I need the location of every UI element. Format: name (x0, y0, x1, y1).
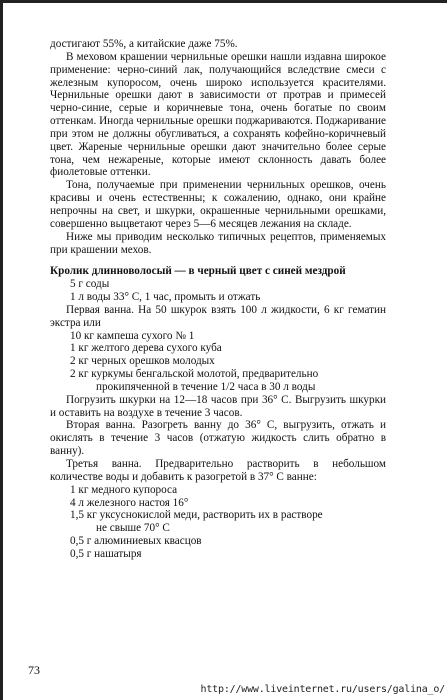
bath3-item: 4 л железного настоя 16° (70, 496, 189, 509)
source-url-watermark: http://www.liveinternet.ru/users/galina_o/ (200, 684, 445, 695)
bath3-item-copper-acetate-b: не свыше 70° С (96, 522, 170, 535)
bath3-item-copper-acetate-a: 1,5 кг уксуснокислой меди, растворить их в растворе (70, 509, 323, 522)
recipe-line-soda: 5 г соды (70, 278, 110, 291)
bath1-intro: Первая ванна. На 50 шкурок взять 100 л жидкости, 6 кг гематин экстра или (50, 303, 386, 329)
recipe-title: Кролик длинноволосый — в черный цвет с синей мездрой (50, 265, 346, 278)
bath3-item: 0,5 г алюминиевых квасцов (70, 535, 202, 548)
scan-edge-top (0, 0, 447, 3)
paragraph-tones: Тона, получаемые при применении чернильных орешков, очень красивы и очень естественны; к сожалению, однако, они крайне непрочны на свет, и шкурки, окрашенные чернильными орешками, совершенно выцветают через 5—6 месяцев лежания на складе. (50, 179, 386, 230)
bath1-item-curcuma-a: 2 кг куркумы бенгальской молотой, предварительно (70, 368, 319, 381)
soak-instruction: Погрузить шкурки на 12—18 часов при 36° С. Выгрузить шкурки и оставить на воздухе в течение 3 часов. (50, 393, 386, 419)
bath3-item: 1 кг медного купороса (70, 483, 178, 496)
scan-edge-left (0, 0, 3, 700)
bath1-item: 2 кг черных орешков молодых (70, 355, 215, 368)
bath1-item-curcuma-b: прокипяченной в течение 1/2 часа в 30 л воды (96, 380, 316, 393)
recipe-line-water: 1 л воды 33° С, 1 час, промыть и отжать (70, 291, 261, 304)
bath3-item-copper-acetate (50, 509, 386, 535)
paragraph-continuation: достигают 55%, а китайские даже 75%. (50, 38, 238, 50)
paragraph-recipes-intro: Ниже мы приводим несколько типичных рецептов, применяемых при крашении мехов. (50, 230, 386, 256)
bath2-instruction: Вторая ванна. Разогреть ванну до 36° С, выгрузить, отжать и окислять в течение 3 часов (отжатую жидкость слить обратно в ванну). (50, 419, 386, 458)
book-page (50, 38, 386, 561)
bath3-item: 0,5 г нашатыря (70, 547, 142, 560)
page-number: 73 (28, 663, 40, 677)
bath1-item: 1 кг желтого дерева сухого куба (70, 342, 222, 355)
paragraph-fur-dyeing: В меховом крашении чернильные орешки нашли издавна широкое применение: черно-синий лак, получающийся вследствие смеси с железным купоросом, очень широко используется красителями. Чернильные орешки дают в зависимости от протрав и примесей черно-синие, серые и коричневые тона, очень богатые по своим оттенкам. Иногда чернильные орешки поджариваются. Поджаривание при этом не должны обугливаться, а сохранять кофейно-коричневый цвет. Жареные чернильные орешки дают значительно более серые тона, чем нежареные, которые имеют склонность давать более фиолетовые оттенки. (50, 50, 386, 179)
bath1-item: 10 кг кампеша сухого № 1 (70, 329, 195, 342)
bath3-intro: Третья ванна. Предварительно растворить в небольшом количестве воды и добавить к разогретой в 37° С ванне: (50, 458, 386, 483)
bath1-item-curcuma (50, 368, 386, 394)
